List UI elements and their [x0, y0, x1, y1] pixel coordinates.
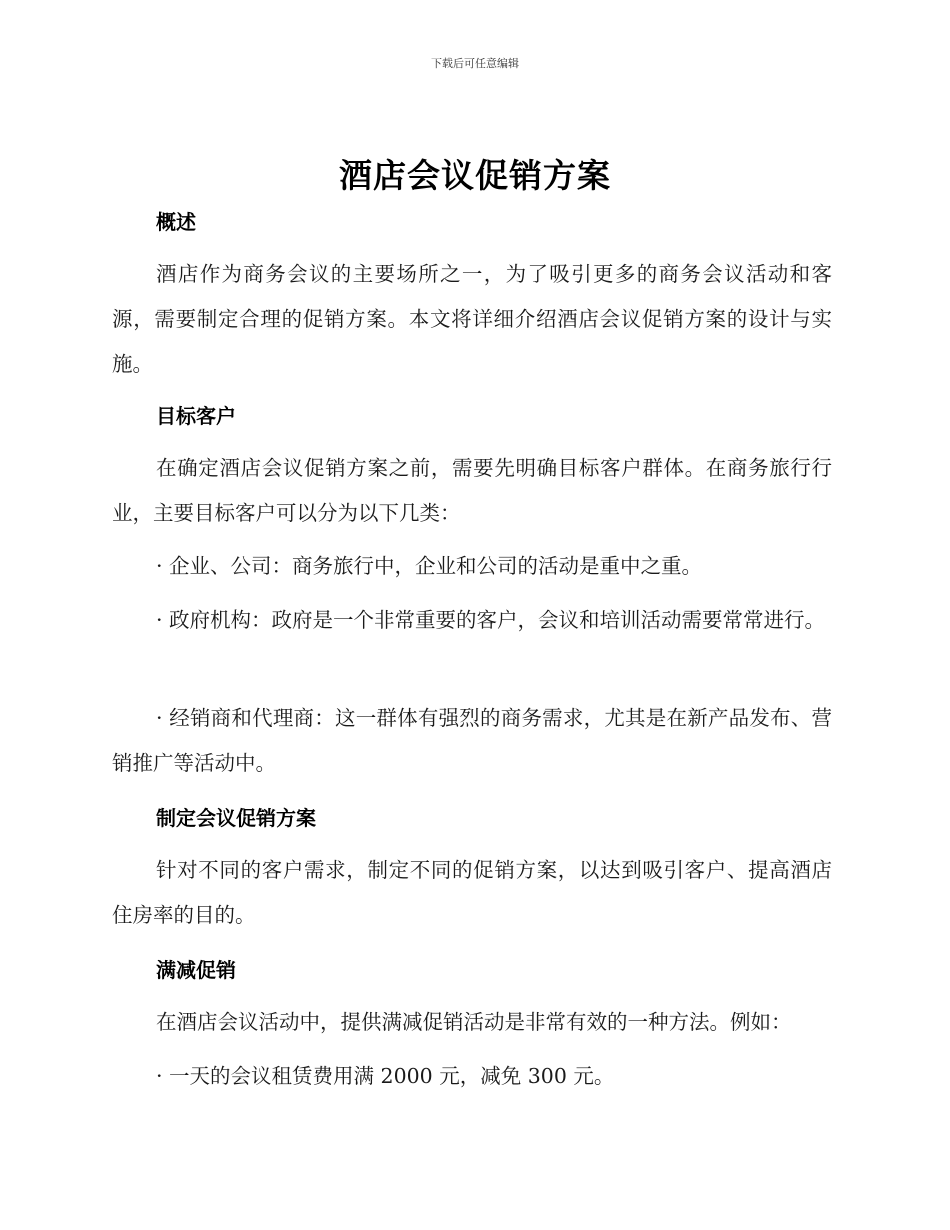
paragraph-overview: 酒店作为商务会议的主要场所之一，为了吸引更多的商务会议活动和客源，需要制定合理的促销方案。本文将详细介绍酒店会议促销方案的设计与实施。	[112, 262, 832, 376]
list-item-enterprise: · 企业、公司：商务旅行中，企业和公司的活动是重中之重。	[156, 554, 703, 578]
paragraph-target-intro: 在确定酒店会议促销方案之前，需要先明确目标客户群体。在商务旅行行业，主要目标客户可以分为以下几类：	[112, 456, 832, 525]
paragraph-promotion-plan: 针对不同的客户需求，制定不同的促销方案，以达到吸引客户、提高酒店住房率的目的。	[112, 858, 832, 927]
document-title: 酒店会议促销方案	[339, 156, 611, 195]
section-heading-promotion-plan: 制定会议促销方案	[156, 806, 316, 830]
page-header-note: 下载后可任意编辑	[431, 57, 519, 70]
list-item-dealers: · 经销商和代理商：这一群体有强烈的商务需求，尤其是在新产品发布、营销推广等活动中。	[112, 706, 832, 775]
section-heading-overview: 概述	[156, 210, 196, 234]
section-heading-discount: 满减促销	[156, 958, 236, 982]
section-heading-target-customers: 目标客户	[156, 404, 236, 428]
paragraph-discount-intro: 在酒店会议活动中，提供满减促销活动是非常有效的一种方法。例如：	[156, 1010, 792, 1034]
list-item-discount-example: · 一天的会议租赁费用满 2000 元，减免 300 元。	[156, 1064, 615, 1088]
list-item-government: · 政府机构：政府是一个非常重要的客户，会议和培训活动需要常常进行。	[156, 608, 826, 632]
